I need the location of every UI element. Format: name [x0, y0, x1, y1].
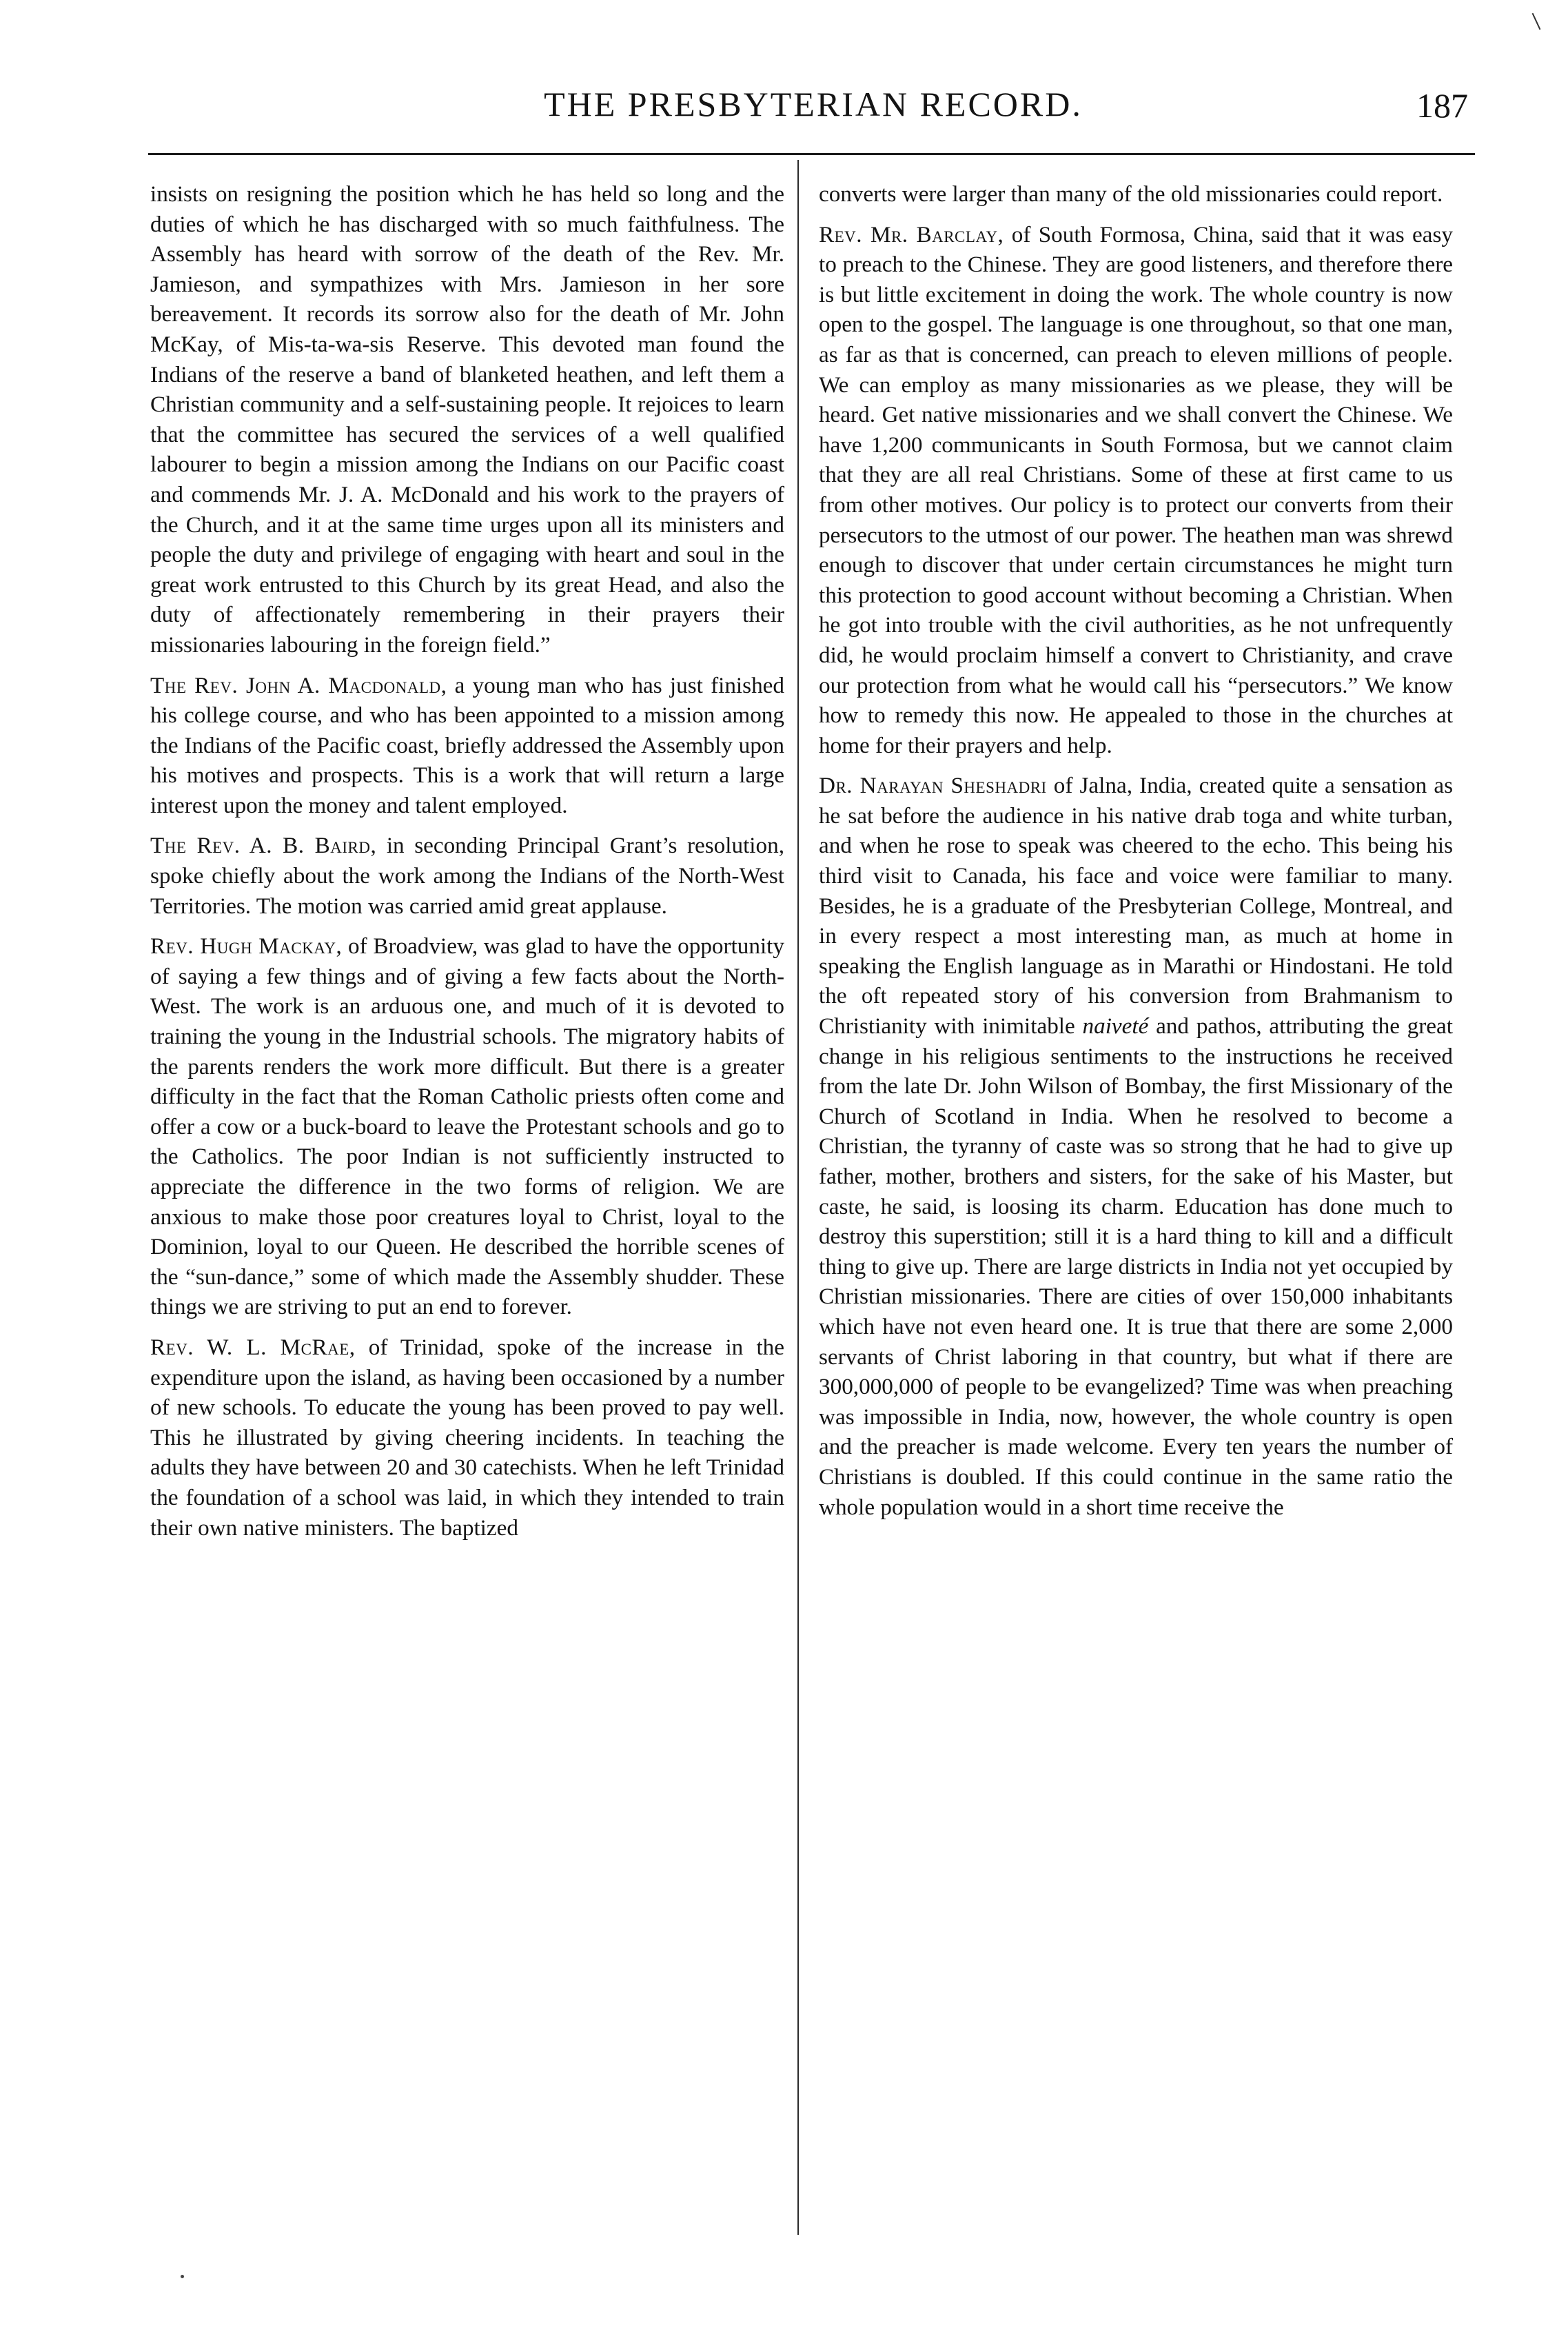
paragraph-baird — [150, 831, 784, 921]
right-column — [819, 179, 1453, 2233]
speaker-name: Rev. Hugh Mackay, — [150, 933, 343, 960]
paragraph-mcrae — [150, 1332, 784, 1543]
page-header — [159, 81, 1468, 143]
paragraph-text: converts were larger than many of the old missionaries could report. — [819, 181, 1443, 207]
speaker-name: The Rev. A. B. Baird, — [150, 833, 377, 859]
italic-word: naiveté — [1082, 1013, 1149, 1040]
paragraph-resolution-conclusion — [150, 179, 784, 660]
header-rule — [148, 153, 1475, 155]
paragraph-text: a young man who has just finished his college course, and who has been appointed to a mission among the Indians of the Pacific coast, briefly addressed the Assembly upon his motives and prospects. This is a work that will return a large interest upon the money and talent employed. — [150, 672, 784, 818]
corner-mark — [1532, 13, 1541, 30]
column-divider — [797, 160, 799, 2235]
paragraph-text: of Trinidad, spoke of the increase in the expenditure upon the island, as having been occasioned by a number of new schools. To educate the young has been proved to pay well. This he illustrated by giving cheering incidents. In teaching the adults they have between 20 and 30 catechists. When he left Trinidad the foundation of a school was laid, in which they intended to train their own native ministers. The baptized — [150, 1334, 784, 1541]
paragraph-text: of Broadview, was glad to have the opportunity of saying a few things and of giving a few facts about the North-West. The work is an arduous one, and much of it is devoted to training the young in the Industrial schools. The migratory habits of the parents renders the work more difficult. But there is a greater difficulty in the fact that the Roman Catholic priests often come and offer a cow or a buck-board to leave the Protestant schools and go to the Catholics. The poor Indian is not sufficiently instructed to appreciate the difference in the two forms of religion. We are anxious to make those poor creatures loyal to Christ, loyal to the Dominion, loyal to our Queen. He described the horrible scenes of the “sun-dance,” some of which made the Assembly shudder. These things we are striving to put an end to forever. — [150, 933, 784, 1320]
stray-dot — [181, 2275, 184, 2278]
paragraph-mackay — [150, 931, 784, 1322]
speaker-name: Rev. Mr. Barclay, — [819, 221, 1004, 247]
paragraph-text: of South Formosa, China, said that it was easy to preach to the Chinese. They are good listeners, and therefore there is but little excitement in doing the work. The whole country is now open to the gospel. The language is one throughout, so that one man, as far as that is concerned, can preach to eleven millions of people. We can employ as many missionaries as we please, they will be heard. Get native missionaries and we shall convert the Chinese. We have 1,200 communicants in South Formosa, but we cannot claim that they are all real Christians. Some of these at first came to us from other motives. Our policy is to protect our converts from their persecutors to the utmost of our power. The heathen man was shrewd enough to discover that under certain circumstances he might turn this protection to good account without becoming a Christian. When he got into trouble with the civil authorities, as he not unfrequently did, he would proclaim himself a convert to Christianity, and crave our protection from what he would call his “persecutors.” We know how to remedy this now. He appealed to those in the churches at home for their prayers and help. — [819, 221, 1453, 758]
speaker-name: Rev. W. L. McRae, — [150, 1334, 356, 1360]
left-column — [150, 179, 784, 2233]
paragraph-barclay — [819, 220, 1453, 761]
speaker-name: Dr. Narayan Sheshadri — [819, 773, 1047, 799]
paragraph-text: in seconding Principal Grant’s resolution, spoke chiefly about the work among the Indians of the North-West Territories. The motion was carried amid great applause. — [150, 833, 784, 919]
page-number: 187 — [1416, 86, 1468, 125]
paragraph-text: and pathos, attributing the great change in his religious sentiments to the instructions he received from the late Dr. John Wilson of Bombay, the first Missionary of the Church of Scotland in India. When he resolved to become a Christian, the tyranny of caste was so strong that he had to give up father, mother, brothers and sisters, for the sake of his Master, but caste, he said, is loosing its charm. Education has done much to destroy this superstition; still it is a hard thing to kill and a difficult thing to give up. There are large districts in India not yet occupied by Christian missionaries. There are cities of over 150,000 inhabitants which have not even heard one. It is true that there are some 2,000 servants of Christ laboring in that country, but what if there are 300,000,000 of people to be evangelized? Time was when preaching was impossible in India, now, however, the whole country is open and the preacher is made welcome. Every ten years the number of Christians is doubled. If this could continue in the same ratio the whole population would in a short time receive the — [819, 1013, 1453, 1520]
paragraph-converts-continuation — [819, 179, 1453, 210]
paragraph-macdonald — [150, 671, 784, 821]
paragraph-text: insists on resigning the position which he has held so long and the duties of which he has discharged with so much faithfulness. The Assembly has heard with sorrow of the death of the Rev. Mr. Jamieson, and sympathizes with Mrs. Jamieson in her sore bereavement. It records its sorrow also for the death of Mr. John McKay, of Mis-ta-wa-sis Reserve. This devoted man found the Indians of the reserve a band of blanketed heathen, and left them a Christian community and a self-sustaining people. It rejoices to learn that the committee has secured the services of a well qualified labourer to begin a mission among the Indians on our Pacific coast and commends Mr. J. A. McDonald and his work to the prayers of the Church, and it at the same time urges upon all its ministers and people the duty and privilege of engaging with heart and soul in the great work entrusted to this Church by its great Head, and also the duty of affectionately remembering in their prayers their missionaries labouring in the foreign field.” — [150, 181, 784, 658]
speaker-name: The Rev. John A. Macdonald, — [150, 672, 447, 698]
paragraph-sheshadri — [819, 771, 1453, 1522]
running-title: THE PRESBYTERIAN RECORD. — [544, 85, 1083, 123]
paragraph-text: of Jalna, India, created quite a sensation as he sat before the audience in his native drab toga and white turban, and when he rose to speak was cheered to the echo. This being his third visit to Canada, his face and voice were familiar to many. Besides, he is a graduate of the Presbyterian College, Montreal, and in every respect a most interesting man, as much at home in speaking the English language as in Marathi or Hindostani. He told the oft repeated story of his conversion from Brahmanism to Christianity with inimitable — [819, 773, 1453, 1040]
